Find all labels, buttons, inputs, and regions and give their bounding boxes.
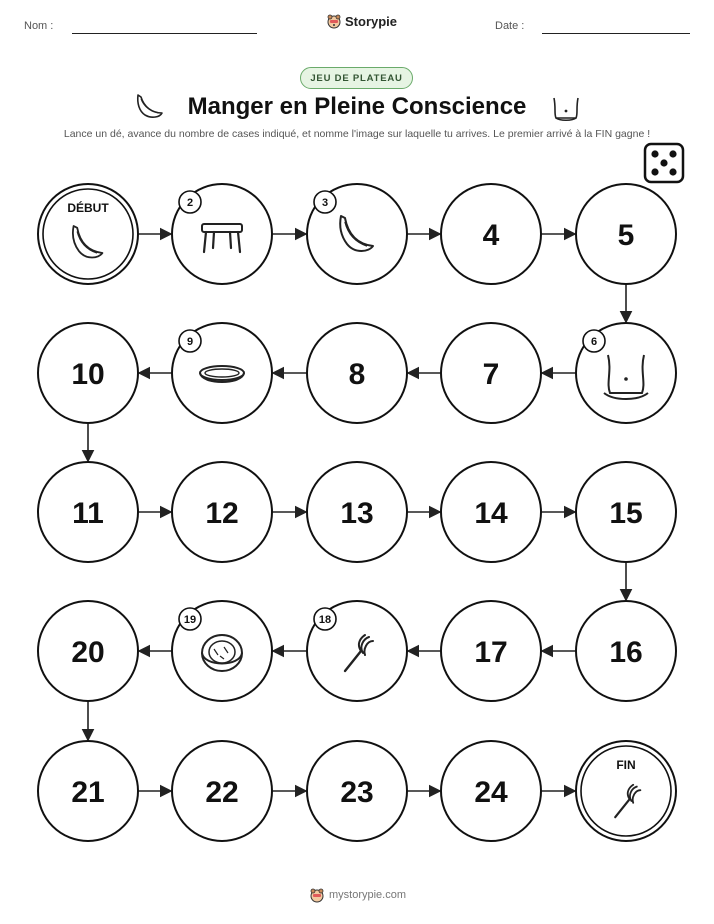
- cell-number: 11: [72, 497, 104, 530]
- cell-number: 23: [340, 776, 374, 809]
- board-cell-11[interactable]: [38, 462, 138, 562]
- cell-number: 16: [609, 636, 643, 669]
- cell-number: 3: [321, 197, 329, 209]
- board-cell-14[interactable]: [441, 462, 541, 562]
- cell-number: 17: [474, 636, 508, 669]
- category-tag: JEU DE PLATEAU: [300, 67, 413, 89]
- board-cell-16[interactable]: [576, 601, 676, 701]
- brand-name: Storypie: [345, 13, 398, 29]
- board-cell-6[interactable]: [576, 323, 676, 423]
- board-cell-20[interactable]: [38, 601, 138, 701]
- start-label: DÉBUT: [67, 201, 109, 215]
- cell-number: 13: [340, 497, 374, 530]
- footer: [309, 887, 406, 903]
- cell-number: 7: [482, 358, 500, 391]
- cell-number: 18: [318, 614, 332, 626]
- cell-number: 12: [205, 497, 239, 530]
- cell-number: 4: [482, 219, 500, 252]
- board-cell-24[interactable]: [441, 741, 541, 841]
- end-label: FIN: [616, 758, 636, 772]
- cell-number: 14: [474, 497, 508, 530]
- cell-number: 20: [71, 636, 105, 669]
- board-cell-13[interactable]: [307, 462, 407, 562]
- board-cell-8[interactable]: [307, 323, 407, 423]
- board-cell-15[interactable]: [576, 462, 676, 562]
- cell-number: 22: [205, 776, 239, 809]
- board-cell-23[interactable]: [307, 741, 407, 841]
- board-cell-7[interactable]: [441, 323, 541, 423]
- board-cell-21[interactable]: [38, 741, 138, 841]
- footer-url[interactable]: mystorypie.com: [329, 889, 407, 901]
- date-label: Date :: [495, 20, 525, 32]
- cell-number: 2: [186, 197, 194, 209]
- cell-number: 15: [609, 497, 643, 530]
- cell-number: 10: [71, 358, 105, 391]
- board-cell-5[interactable]: [576, 184, 676, 284]
- board-cell-3[interactable]: [307, 184, 407, 284]
- board-cell-1[interactable]: [38, 184, 138, 284]
- cell-number: 9: [186, 336, 194, 348]
- board-cell-19[interactable]: [172, 601, 272, 701]
- board-cell-9[interactable]: [172, 323, 272, 423]
- board-cell-4[interactable]: [441, 184, 541, 284]
- cell-number: 21: [71, 776, 105, 809]
- storypie-mascot-icon: [309, 887, 325, 903]
- board-cell-10[interactable]: [38, 323, 138, 423]
- board-cell-12[interactable]: [172, 462, 272, 562]
- instructions: Lance un dé, avance du nombre de cases indiqué, et nomme l'image sur laquelle tu arrives. Le premier arrivé à la FIN gagne !: [63, 128, 651, 140]
- board-cell-18[interactable]: [307, 601, 407, 701]
- name-label: Nom :: [24, 20, 54, 32]
- cell-number: 24: [474, 776, 508, 809]
- board-cell-22[interactable]: [172, 741, 272, 841]
- board-cell-25[interactable]: [576, 741, 676, 841]
- cell-number: 8: [348, 358, 366, 391]
- cell-number: 5: [617, 219, 635, 252]
- board-cell-2[interactable]: [172, 184, 272, 284]
- cell-number: 19: [183, 614, 197, 626]
- page-title: Manger en Pleine Conscience: [187, 93, 527, 120]
- board-cell-17[interactable]: [441, 601, 541, 701]
- cell-number: 6: [590, 336, 598, 348]
